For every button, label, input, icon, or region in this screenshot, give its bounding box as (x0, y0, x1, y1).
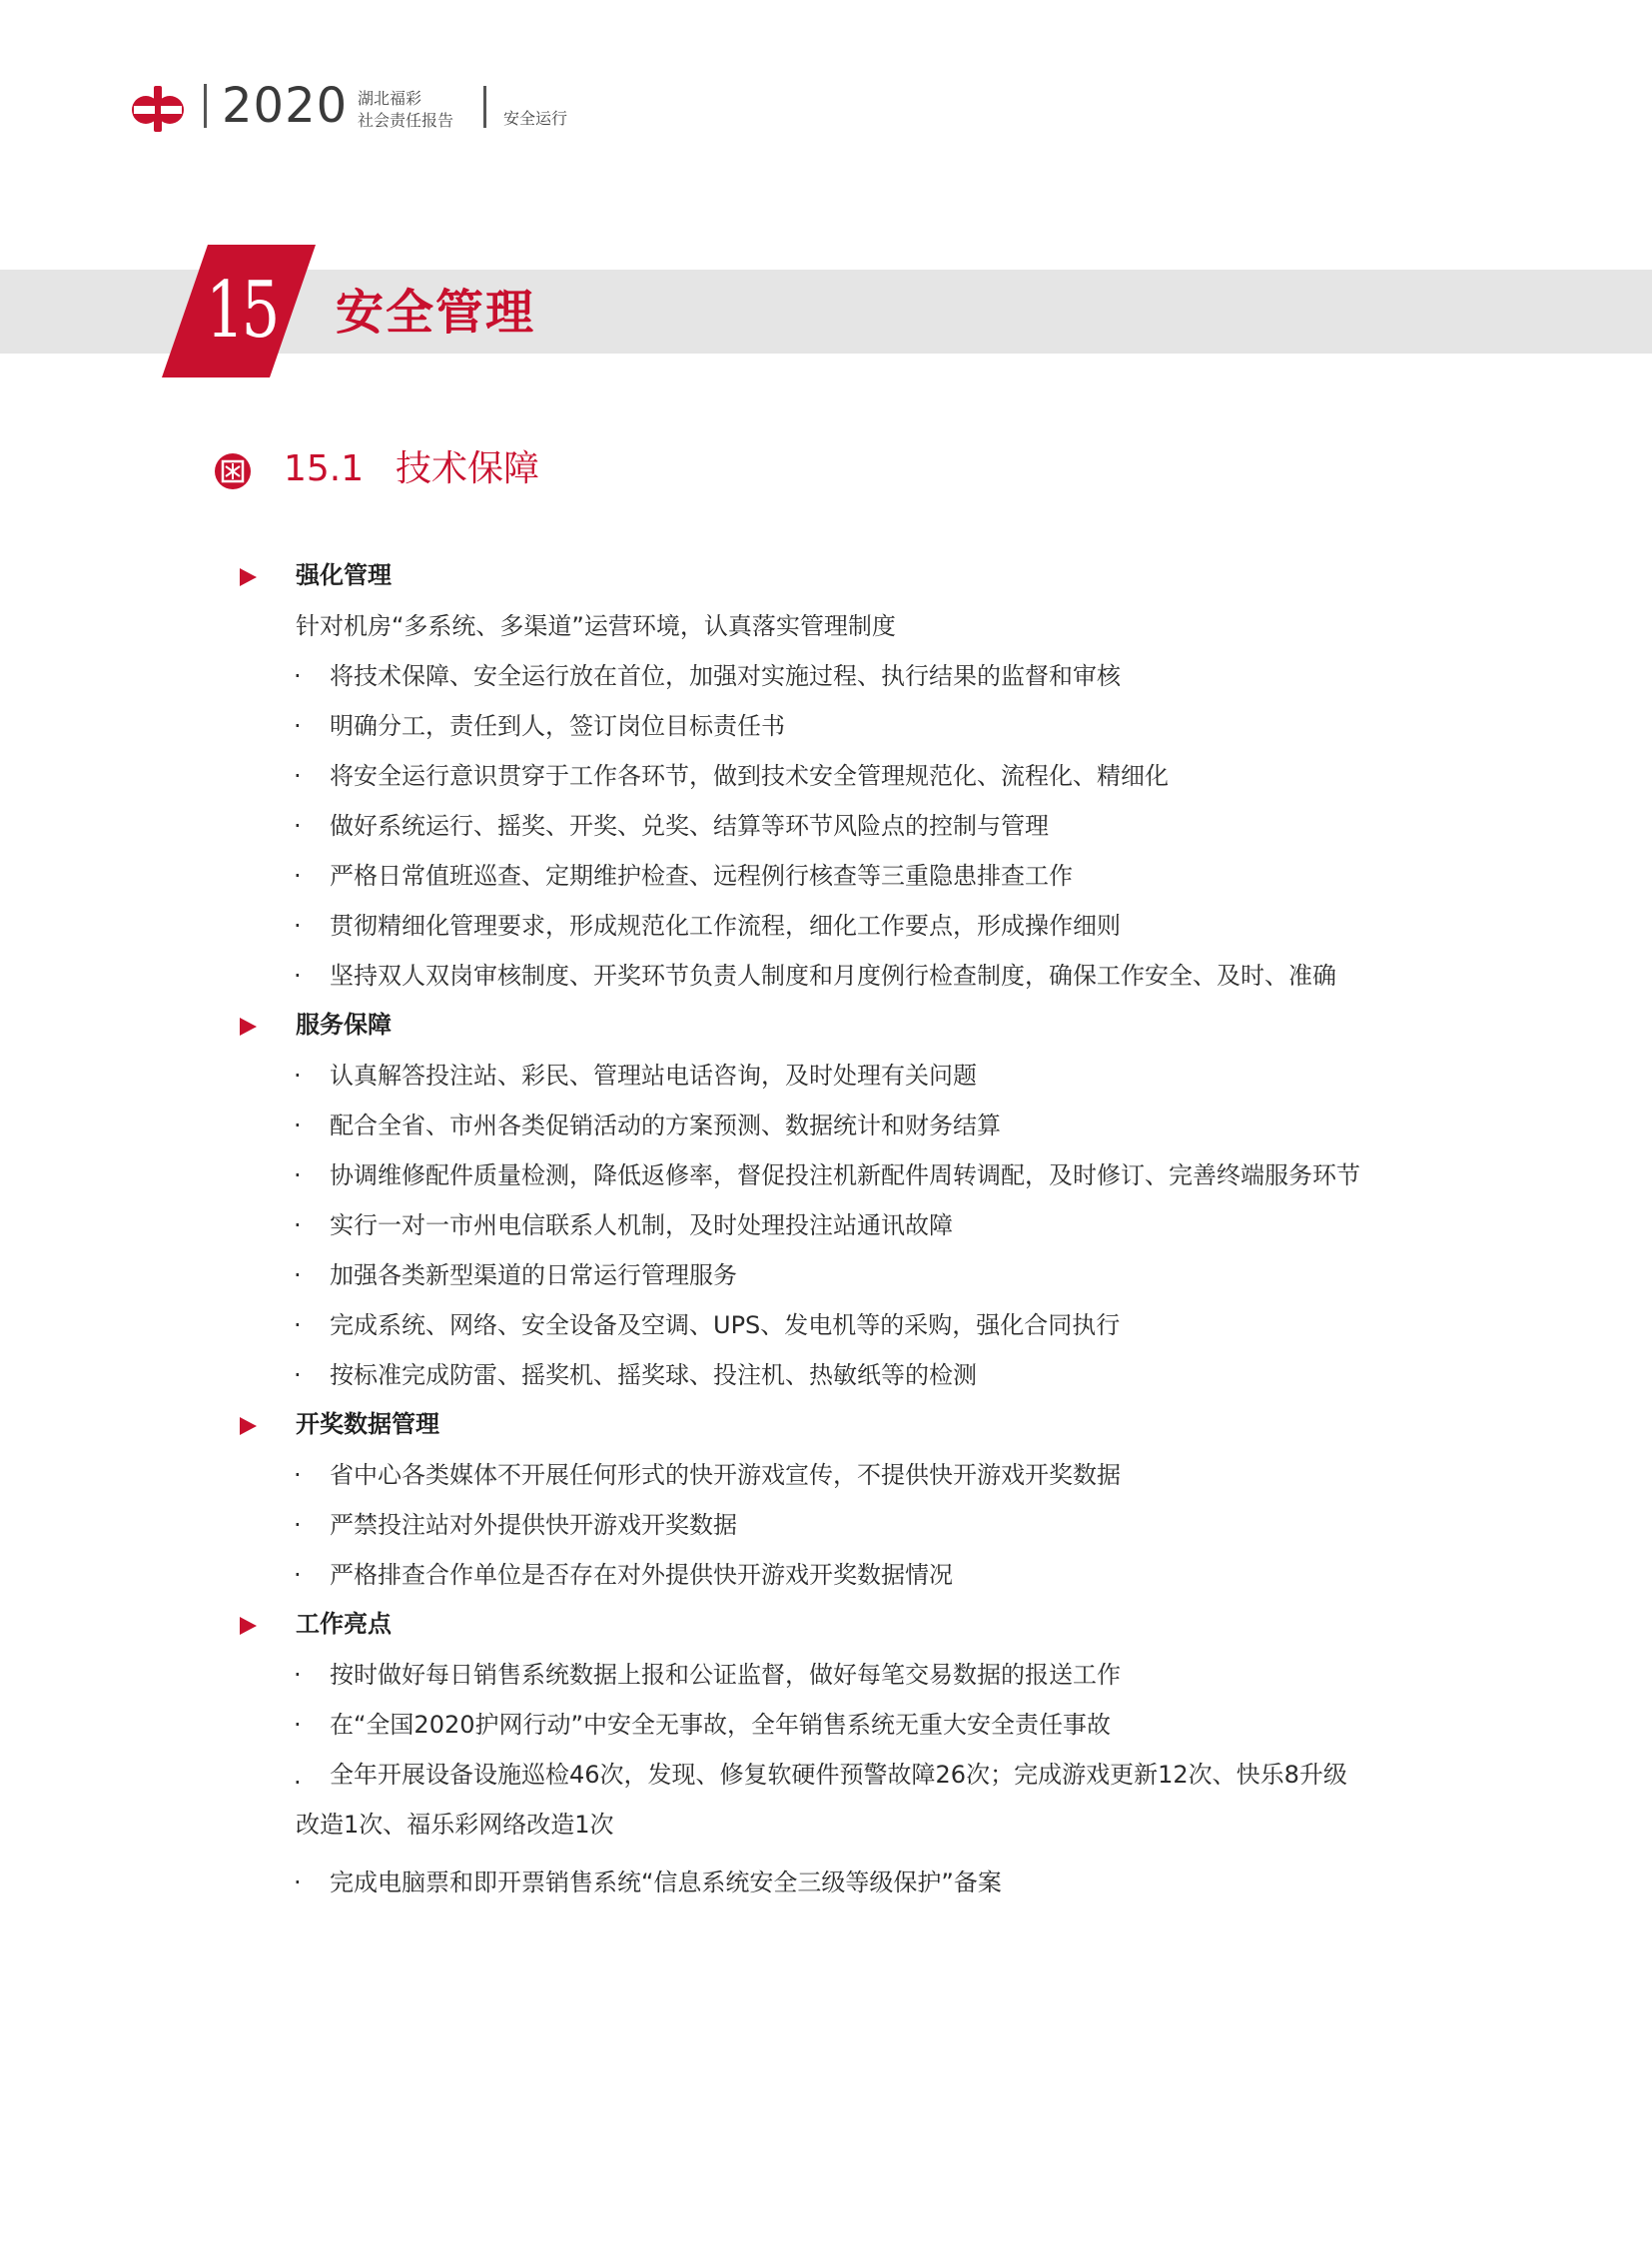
list-item-text: 贯彻精细化管理要求，形成规范化工作流程，细化工作要点，形成操作细则 (330, 912, 1121, 940)
list-item (0, 1700, 1652, 1750)
list-item (0, 1450, 1652, 1500)
triangle-bullet-icon (240, 1617, 257, 1635)
block-heading-row (0, 551, 1652, 601)
triangle-bullet-icon (240, 568, 257, 586)
bullet-dot: · (294, 1261, 302, 1289)
bullet-dot: · (294, 1461, 302, 1489)
bullet-dot: · (294, 1361, 302, 1389)
list-item-text: 配合全省、市州各类促销活动的方案预测、数据统计和财务结算 (330, 1112, 1001, 1139)
report-name-line1: 湖北福彩 (358, 89, 422, 108)
list-item (0, 1650, 1652, 1700)
list-item-text: 按时做好每日销售系统数据上报和公证监督，做好每笔交易数据的报送工作 (330, 1661, 1121, 1689)
header-divider (483, 86, 486, 128)
list-item-text: 加强各类新型渠道的日常运行管理服务 (330, 1261, 737, 1289)
bullet-dot: · (294, 1661, 302, 1689)
report-name (358, 88, 453, 132)
bullet-dot: · (294, 1112, 302, 1139)
bullet-dot: · (294, 912, 302, 940)
list-item-text: 严格排查合作单位是否存在对外提供快开游戏开奖数据情况 (330, 1561, 953, 1589)
list-item-text: 完成电脑票和即开票销售系统“信息系统安全三级等级保护”备案 (330, 1868, 1002, 1896)
block-heading-row (0, 1600, 1652, 1650)
block-heading: 开奖数据管理 (296, 1410, 439, 1438)
chapter-number: 15 (206, 266, 278, 356)
list-item (0, 751, 1652, 801)
bullet-dot: · (294, 662, 302, 690)
report-year: 2020 (222, 78, 349, 134)
bullet-dot: · (294, 1161, 302, 1189)
triangle-bullet-icon (240, 1417, 257, 1435)
running-section-title: 安全运行 (503, 109, 568, 128)
list-item-text: 明确分工，责任到人，签订岗位目标责任书 (330, 712, 785, 740)
list-item (0, 1250, 1652, 1300)
block-intro-row (0, 601, 1652, 651)
list-item (0, 1858, 1652, 1907)
list-item-text: 实行一对一市州电信联系人机制，及时处理投注站通讯故障 (330, 1211, 953, 1239)
list-item-text: 省中心各类媒体不开展任何形式的快开游戏宣传，不提供快开游戏开奖数据 (330, 1461, 1121, 1489)
list-item-text: 认真解答投注站、彩民、管理站电话咨询，及时处理有关问题 (330, 1062, 977, 1090)
list-item-continuation: 改造1次、福乐彩网络改造1次 (296, 1811, 614, 1839)
list-item (0, 1150, 1652, 1200)
welfare-lottery-logo-icon (130, 80, 186, 136)
list-item-text: 全年开展设备设施巡检46次，发现、修复软硬件预警故障26次；完成游戏更新12次、快乐8升级 (330, 1761, 1347, 1789)
bullet-dot: · (294, 962, 302, 990)
block-intro: 针对机房“多系统、多渠道”运营环境，认真落实管理制度 (296, 612, 896, 640)
list-item (0, 801, 1652, 851)
list-item-text: 将技术保障、安全运行放在首位，加强对实施过程、执行结果的监督和审核 (330, 662, 1121, 690)
list-item-text: 完成系统、网络、安全设备及空调、UPS、发电机等的采购，强化合同执行 (330, 1311, 1121, 1339)
bullet-dot: · (294, 762, 302, 790)
list-item (0, 701, 1652, 751)
bullet-dot: · (294, 1311, 302, 1339)
list-item-text: 严格日常值班巡查、定期维护检查、远程例行核查等三重隐患排查工作 (330, 862, 1073, 890)
bullet-dot: · (294, 812, 302, 840)
section-number: 15.1 (284, 448, 365, 489)
list-item (0, 1101, 1652, 1150)
list-item (0, 1200, 1652, 1250)
list-item (0, 851, 1652, 901)
bullet-dot: · (294, 862, 302, 890)
list-item-text: 坚持双人双岗审核制度、开奖环节负责人制度和月度例行检查制度，确保工作安全、及时、准确 (330, 962, 1336, 990)
list-item (0, 1500, 1652, 1550)
list-item (0, 1550, 1652, 1600)
list-item (0, 1051, 1652, 1101)
list-item (0, 651, 1652, 701)
list-item-text: 协调维修配件质量检测，降低返修率，督促投注机新配件周转调配，及时修订、完善终端服务环节 (330, 1161, 1360, 1189)
report-name-line2: 社会责任报告 (358, 111, 454, 130)
bullet-dot: · (294, 1868, 302, 1896)
list-item (0, 1350, 1652, 1400)
list-item-text: 在“全国2020护网行动”中安全无事故，全年销售系统无重大安全责任事故 (330, 1711, 1111, 1739)
bullet-dot: · (294, 1062, 302, 1090)
block-heading: 强化管理 (296, 561, 392, 589)
block-heading: 服务保障 (296, 1011, 392, 1039)
block-heading: 工作亮点 (296, 1610, 392, 1638)
bullet-dot: · (294, 1711, 302, 1739)
list-item (0, 1300, 1652, 1350)
section-seal-icon (214, 452, 252, 490)
list-item-text: 严禁投注站对外提供快开游戏开奖数据 (330, 1511, 737, 1539)
triangle-bullet-icon (240, 1018, 257, 1036)
list-item-text: 做好系统运行、摇奖、开奖、兑奖、结算等环节风险点的控制与管理 (330, 812, 1049, 840)
block-heading-row (0, 1400, 1652, 1450)
list-item (0, 901, 1652, 951)
list-item-text: 将安全运行意识贯穿于工作各环节，做到技术安全管理规范化、流程化、精细化 (330, 762, 1169, 790)
body-content (0, 551, 1652, 1907)
section-title: 技术保障 (396, 448, 540, 489)
bullet-dot: · (294, 712, 302, 740)
bullet-dot: · (294, 1511, 302, 1539)
chapter-title: 安全管理 (336, 285, 536, 341)
list-item (0, 1758, 1652, 1858)
list-item-text: 按标准完成防雷、摇奖机、摇奖球、投注机、热敏纸等的检测 (330, 1361, 977, 1389)
list-item (0, 951, 1652, 1001)
header-divider (204, 84, 207, 128)
bullet-dot: · (294, 1561, 302, 1589)
bullet-dot: · (294, 1211, 302, 1239)
bullet-dot: · (294, 1769, 302, 1797)
block-heading-row (0, 1001, 1652, 1051)
